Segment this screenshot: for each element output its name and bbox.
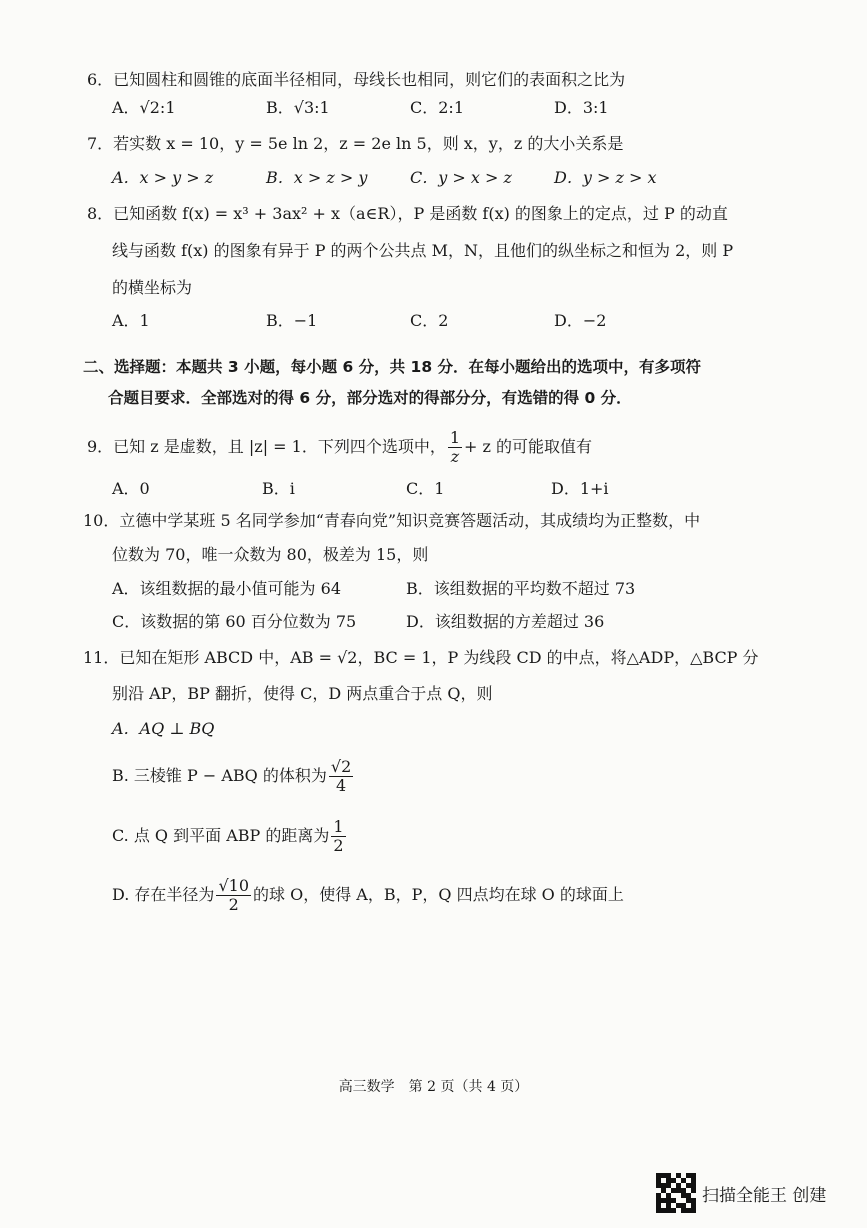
q11-option-d-fraction — [216, 877, 251, 914]
q11-option-b — [112, 752, 355, 800]
q9-stem — [87, 427, 592, 467]
q10-option-a: A．该组数据的最小值可能为 64 — [112, 579, 342, 598]
q7-option-d: D．y > z > x — [554, 168, 657, 187]
q6-stem: 6．已知圆柱和圆锥的底面半径相同，母线长也相同，则它们的表面积之比为 — [87, 70, 626, 89]
q11-option-c-text: C. 点 Q 到平面 ABP 的距离为 — [112, 826, 330, 845]
q8-line-2: 线与函数 f(x) 的图象有异于 P 的两个公共点 M，N，且他们的纵坐标之和恒为 2，则 P — [112, 241, 734, 260]
q11-option-c-numerator: 1 — [333, 816, 344, 836]
q7-option-b: B．x > z > y — [266, 168, 368, 187]
section-2-instructions: 合题目要求．全部选对的得 6 分，部分选对的得部分分，有选错的得 0 分． — [108, 389, 632, 407]
q7-option-c: C．y > x > z — [410, 168, 512, 187]
q6-option-d: D．3:1 — [554, 98, 609, 117]
q9-fraction-numerator: 1 — [449, 427, 461, 447]
q9-fraction-denominator: z — [450, 446, 460, 466]
q11-option-b-numerator: √2 — [330, 756, 352, 776]
q10-option-d: D．该组数据的方差超过 36 — [406, 612, 605, 631]
q9-option-a: A．0 — [112, 479, 150, 498]
q11-option-d-numerator: √10 — [218, 875, 249, 895]
q8-line-3: 的横坐标为 — [112, 278, 193, 297]
q6-option-b: B．√3:1 — [266, 98, 330, 117]
q9-stem-end: + z 的可能取值有 — [464, 437, 593, 456]
q11-option-d — [112, 871, 624, 919]
q10-option-c: C．该数据的第 60 百分位数为 75 — [112, 612, 357, 631]
q6-option-a: A．√2:1 — [112, 98, 176, 117]
section-2-heading: 二、选择题：本题共 3 小题，每小题 6 分，共 18 分．在每小题给出的选项中，有多项符 — [83, 358, 702, 376]
q8-option-c: C．2 — [410, 311, 449, 330]
q9-stem-start: 9．已知 z 是虚数，且 |z| = 1．下列四个选项中， — [87, 437, 446, 456]
q11-option-c — [112, 812, 348, 860]
q8-option-a: A．1 — [112, 311, 150, 330]
q11-line-1: 11．已知在矩形 ABCD 中，AB = √2，BC = 1，P 为线段 CD 的中点，将△ADP，△BCP 分 — [83, 648, 759, 667]
q10-option-b: B．该组数据的平均数不超过 73 — [406, 579, 636, 598]
q6-option-c: C．2:1 — [410, 98, 464, 117]
q9-option-b: B．i — [262, 479, 295, 498]
q9-fraction — [448, 429, 462, 466]
watermark-text: 扫描全能王 创建 — [702, 1185, 827, 1206]
q7-option-a: A．x > y > z — [112, 168, 214, 187]
q11-option-d-denominator: 2 — [228, 894, 239, 914]
q8-option-b: B．−1 — [266, 311, 318, 330]
q11-option-b-denominator: 4 — [335, 775, 347, 795]
q11-option-c-fraction — [331, 818, 345, 855]
q9-option-c: C．1 — [406, 479, 445, 498]
page-footer: 高三数学 第 2 页（共 4 页） — [338, 1079, 529, 1095]
q10-line-2: 位数为 70，唯一众数为 80，极差为 15，则 — [112, 545, 429, 564]
q11-option-c-denominator: 2 — [333, 835, 344, 855]
q11-option-a: A．AQ ⊥ BQ — [112, 719, 215, 738]
q11-option-b-text: B. 三棱锥 P − ABQ 的体积为 — [112, 766, 327, 785]
q9-option-d: D．1+i — [551, 479, 609, 498]
q8-option-d: D．−2 — [554, 311, 607, 330]
scanner-watermark — [656, 1173, 826, 1213]
q11-option-b-fraction — [329, 758, 353, 795]
q10-line-1: 10．立德中学某班 5 名同学参加“青春向党”知识竞赛答题活动，其成绩均为正整数，中 — [83, 511, 701, 530]
qr-code-icon — [656, 1173, 696, 1213]
q7-stem: 7．若实数 x = 10，y = 5e ln 2，z = 2e ln 5，则 x，y，z 的大小关系是 — [87, 134, 624, 153]
q11-line-2: 别沿 AP，BP 翻折，使得 C，D 两点重合于点 Q，则 — [112, 684, 493, 703]
q11-option-d-text-start: D. 存在半径为 — [112, 885, 215, 904]
q11-option-d-text-end: 的球 O，使得 A，B，P，Q 四点均在球 O 的球面上 — [253, 885, 624, 904]
q8-line-1: 8．已知函数 f(x) = x³ + 3ax² + x（a∈R），P 是函数 f(x) 的图象上的定点，过 P 的动直 — [87, 204, 728, 223]
